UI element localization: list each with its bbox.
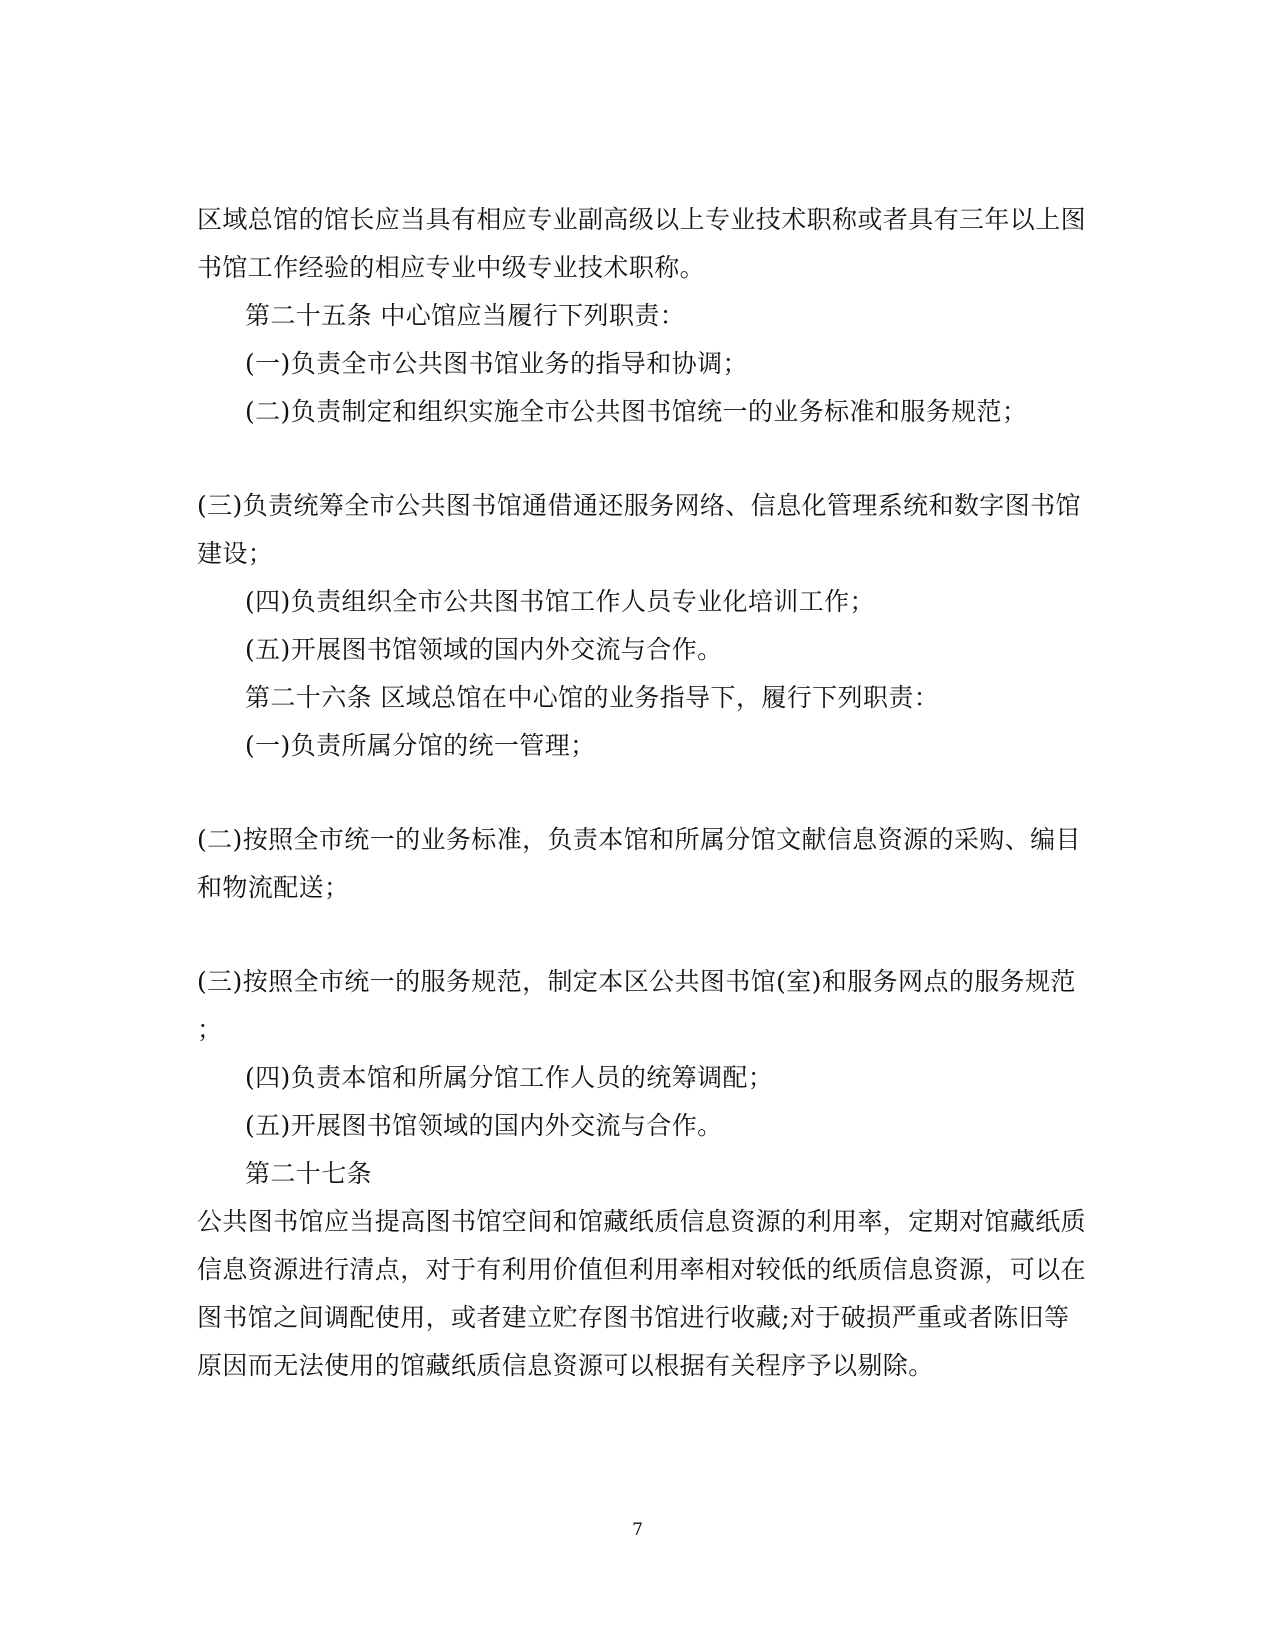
list-item: (二)负责制定和组织实施全市公共图书馆统一的业务标准和服务规范；	[245, 397, 1028, 426]
text-line: 建设；	[197, 539, 274, 568]
list-item: (五)开展图书馆领域的国内外交流与合作。	[245, 1111, 723, 1140]
text-line: 公共图书馆应当提高图书馆空间和馆藏纸质信息资源的利用率，定期对馆藏纸质	[197, 1207, 1087, 1236]
text-line: 区域总馆的馆长应当具有相应专业副高级以上专业技术职称或者具有三年以上图	[197, 205, 1087, 234]
article-heading: 第二十五条 中心馆应当履行下列职责：	[245, 301, 686, 330]
list-item: (二)按照全市统一的业务标准，负责本馆和所属分馆文献信息资源的采购、编目	[197, 825, 1081, 854]
list-item: (四)负责本馆和所属分馆工作人员的统筹调配；	[245, 1063, 774, 1092]
list-item: (三)负责统筹全市公共图书馆通借通还服务网络、信息化管理系统和数字图书馆	[197, 491, 1081, 520]
page-number: 7	[632, 1520, 643, 1540]
text-line: 原因而无法使用的馆藏纸质信息资源可以根据有关程序予以剔除。	[197, 1351, 934, 1380]
text-line: 书馆工作经验的相应专业中级专业技术职称。	[197, 253, 706, 282]
list-item: (三)按照全市统一的服务规范，制定本区公共图书馆(室)和服务网点的服务规范	[197, 967, 1076, 996]
text-line: 图书馆之间调配使用，或者建立贮存图书馆进行收藏;对于破损严重或者陈旧等	[197, 1303, 1070, 1332]
text-line: 信息资源进行清点，对于有利用价值但利用率相对较低的纸质信息资源，可以在	[197, 1255, 1087, 1284]
list-item: (一)负责全市公共图书馆业务的指导和协调；	[245, 349, 748, 378]
list-item: (四)负责组织全市公共图书馆工作人员专业化培训工作；	[245, 587, 875, 616]
list-item: (五)开展图书馆领域的国内外交流与合作。	[245, 635, 723, 664]
list-item: (一)负责所属分馆的统一管理；	[245, 731, 596, 760]
text-line: 和物流配送；	[197, 873, 350, 902]
article-heading: 第二十六条 区域总馆在中心馆的业务指导下，履行下列职责：	[245, 683, 940, 712]
article-heading: 第二十七条	[245, 1159, 373, 1188]
text-line: ；	[197, 1015, 223, 1044]
